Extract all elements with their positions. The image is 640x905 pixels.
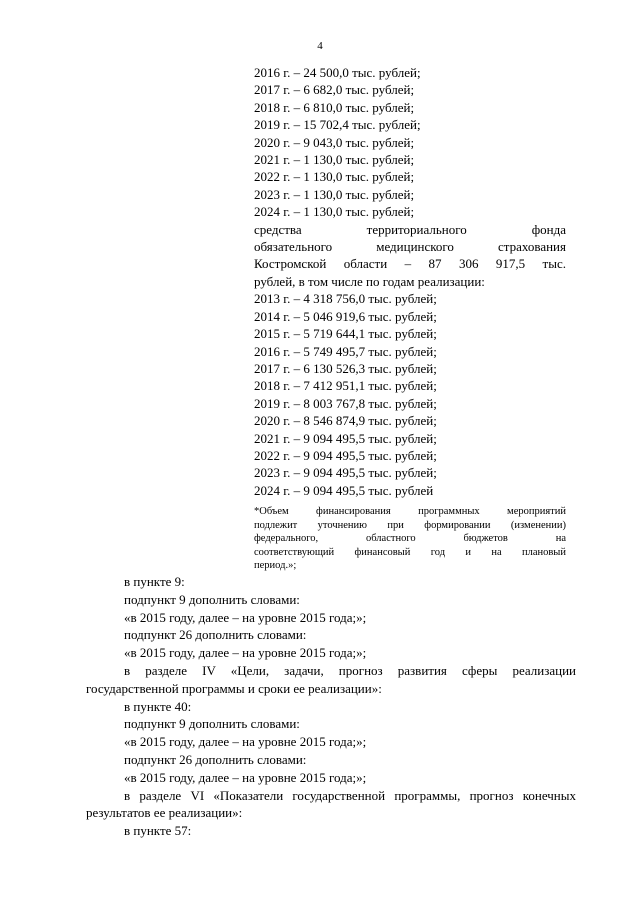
- funding-year-line: 2020 г. – 9 043,0 тыс. рублей;: [254, 134, 415, 150]
- funding-year-line: 2021 г. – 1 130,0 тыс. рублей;: [254, 152, 415, 168]
- paragraph-subitem: подпункт 9 дополнить словами:: [124, 591, 300, 607]
- funding-year-line: 2016 г. – 24 500,0 тыс. рублей;: [254, 65, 421, 80]
- fund-year-line: 2016 г. – 5 749 495,7 тыс. рублей;: [254, 343, 437, 359]
- fund-year-line: 2017 г. – 6 130 526,3 тыс. рублей;: [254, 360, 437, 376]
- funding-by-year-list: [254, 64, 566, 499]
- fund-year-line: 2019 г. – 8 003 767,8 тыс. рублей;: [254, 395, 437, 411]
- paragraph-quote: «в 2015 году, далее – на уровне 2015 года;»;: [124, 734, 367, 750]
- fund-paragraph-line: средства территориального фонда: [254, 221, 566, 237]
- funding-footnote: [254, 505, 566, 573]
- funding-year-line: 2018 г. – 6 810,0 тыс. рублей;: [254, 99, 415, 115]
- footnote-line: соответствующий финансовый год и на плановый: [254, 546, 566, 558]
- paragraph-quote: «в 2015 году, далее – на уровне 2015 года;»;: [124, 609, 367, 625]
- fund-year-line: 2013 г. – 4 318 756,0 тыс. рублей;: [254, 291, 437, 307]
- page-number: 4: [317, 40, 323, 52]
- fund-year-line: 2023 г. – 9 094 495,5 тыс. рублей;: [254, 465, 437, 481]
- fund-year-line: 2014 г. – 5 046 919,6 тыс. рублей;: [254, 308, 437, 324]
- funding-year-line: 2023 г. – 1 130,0 тыс. рублей;: [254, 186, 415, 202]
- funding-year-line: 2019 г. – 15 702,4 тыс. рублей;: [254, 117, 421, 133]
- fund-paragraph-line: рублей, в том числе по годам реализации:: [254, 273, 485, 289]
- fund-paragraph-line: обязательного медицинского страхования: [254, 239, 566, 255]
- fund-year-line: 2020 г. – 8 546 874,9 тыс. рублей;: [254, 413, 437, 429]
- paragraph-item-57: в пункте 57:: [124, 823, 192, 839]
- paragraph-section-iv: в разделе IV «Цели, задачи, прогноз развития сферы реализации государственной программы и сроки ее реализации»:: [86, 662, 576, 696]
- footnote-line: федерального, областного бюджетов на: [254, 533, 566, 544]
- paragraph-subitem: подпункт 26 дополнить словами:: [124, 627, 307, 643]
- paragraph-subitem: подпункт 9 дополнить словами:: [124, 716, 300, 732]
- fund-year-line: 2024 г. – 9 094 495,5 тыс. рублей: [254, 482, 434, 498]
- paragraph-item-40: в пункте 40:: [124, 698, 192, 714]
- footnote-line: подлежит уточнению при формировании (изменении): [254, 519, 566, 531]
- paragraph-item-9: в пункте 9:: [124, 574, 185, 589]
- paragraph-quote: «в 2015 году, далее – на уровне 2015 года;»;: [124, 769, 367, 785]
- fund-year-line: 2018 г. – 7 412 951,1 тыс. рублей;: [254, 378, 437, 394]
- paragraph-subitem: подпункт 26 дополнить словами:: [124, 751, 307, 767]
- amendments-text: [86, 573, 576, 840]
- fund-year-line: 2022 г. – 9 094 495,5 тыс. рублей;: [254, 447, 437, 463]
- fund-year-line: 2015 г. – 5 719 644,1 тыс. рублей;: [254, 326, 437, 342]
- fund-paragraph-line: Костромской области – 87 306 917,5 тыс.: [254, 256, 566, 272]
- footnote-line: *Объем финансирования программных мероприятий: [254, 506, 566, 517]
- funding-year-line: 2024 г. – 1 130,0 тыс. рублей;: [254, 204, 415, 220]
- funding-year-line: 2022 г. – 1 130,0 тыс. рублей;: [254, 169, 415, 185]
- funding-year-line: 2017 г. – 6 682,0 тыс. рублей;: [254, 82, 415, 98]
- fund-year-line: 2021 г. – 9 094 495,5 тыс. рублей;: [254, 430, 437, 446]
- paragraph-section-vi: в разделе VI «Показатели государственной программы, прогноз конечных результатов ее реализации»:: [86, 787, 576, 821]
- paragraph-quote: «в 2015 году, далее – на уровне 2015 года;»;: [124, 645, 367, 661]
- footnote-line: период.»;: [254, 560, 297, 571]
- fund-paragraph: [254, 221, 566, 291]
